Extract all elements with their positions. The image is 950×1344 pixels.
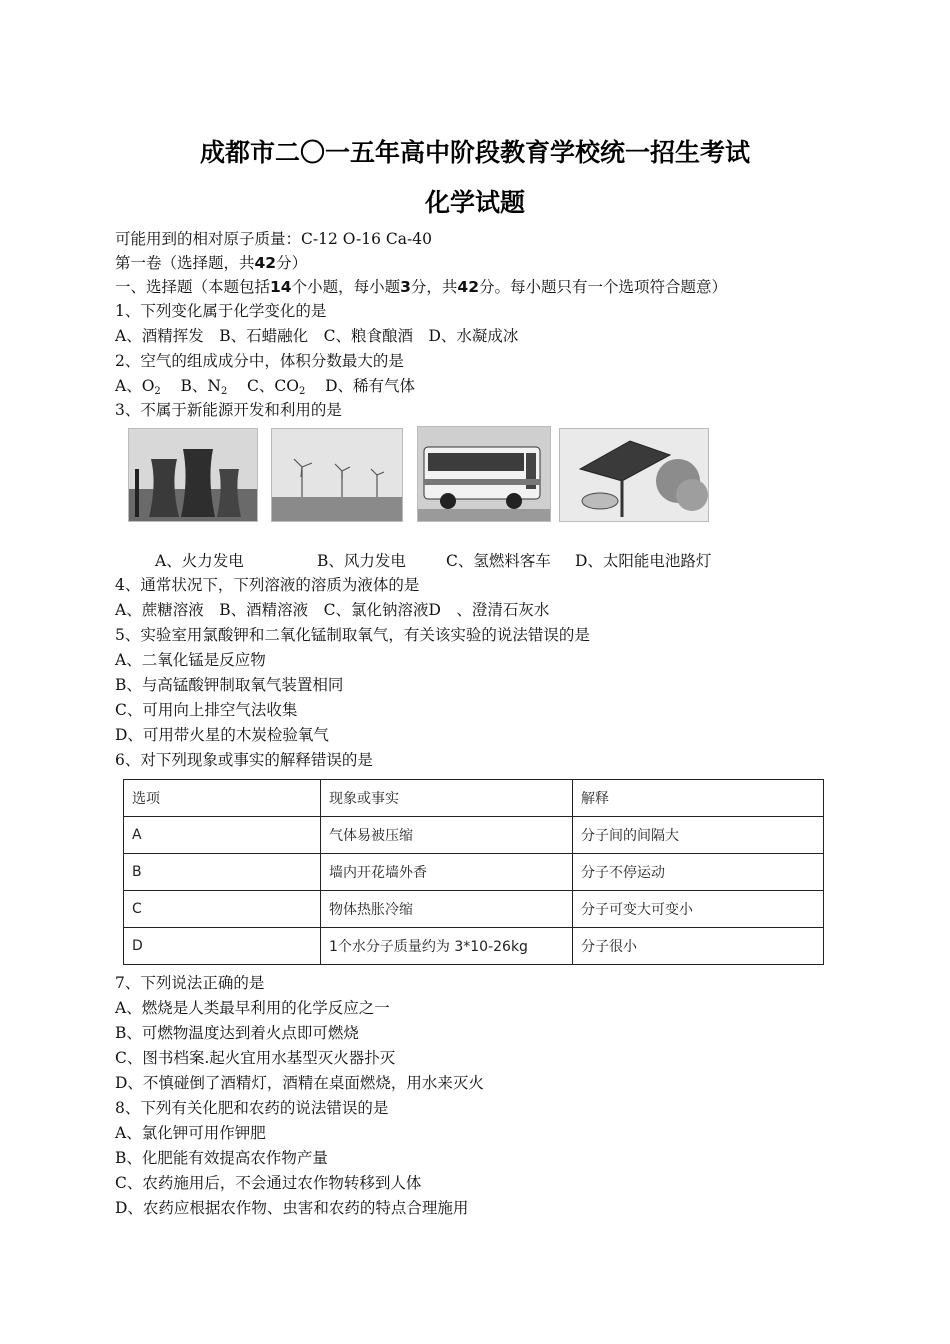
table-header-cell: 选项 bbox=[124, 780, 321, 817]
q8-option-d: D、农药应根据农作物、虫害和农药的特点合理施用 bbox=[115, 1199, 469, 1217]
q1-options: A、酒精挥发 B、石蜡融化 C、粮食酿酒 D、水凝成冰 bbox=[115, 327, 519, 345]
table-cell: B bbox=[124, 854, 321, 891]
table-header-cell: 解释 bbox=[573, 780, 824, 817]
table-cell: D bbox=[124, 928, 321, 965]
volume-heading-pre: 第一卷（选择题，共 bbox=[115, 254, 255, 272]
q6-stem: 6、对下列现象或事实的解释错误的是 bbox=[115, 751, 373, 769]
table-row bbox=[124, 928, 824, 965]
q4-stem: 4、通常状况下，下列溶液的溶质为液体的是 bbox=[115, 576, 420, 594]
page-title: 成都市二〇一五年高中阶段教育学校统一招生考试 bbox=[199, 138, 750, 167]
page-subtitle: 化学试题 bbox=[424, 188, 525, 217]
table-cell: 气体易被压缩 bbox=[321, 817, 573, 854]
q6-table bbox=[123, 779, 824, 965]
section-text-e: 分，共 bbox=[410, 278, 458, 296]
table-cell: 分子不停运动 bbox=[573, 854, 824, 891]
q8-option-c: C、农药施用后，不会通过农作物转移到人体 bbox=[115, 1174, 422, 1192]
table-cell: 墙内开花墙外香 bbox=[321, 854, 573, 891]
table-cell: 分子间的间隔大 bbox=[573, 817, 824, 854]
table-row bbox=[124, 817, 824, 854]
volume-heading-num: 42 bbox=[254, 254, 277, 272]
section-num-questions: 14 bbox=[270, 278, 292, 296]
q2-option-d: D、稀有气体 bbox=[325, 377, 416, 395]
q3-stem: 3、不属于新能源开发和利用的是 bbox=[115, 401, 342, 419]
q4-options: A、蔗糖溶液 B、酒精溶液 C、氯化钠溶液D 、澄清石灰水 bbox=[115, 601, 550, 619]
table-row bbox=[124, 891, 824, 928]
q2-option-b-subscript: 2 bbox=[220, 386, 228, 397]
table-cell: 分子很小 bbox=[573, 928, 824, 965]
table-cell: 1个水分子质量约为 3*10-26kg bbox=[321, 928, 573, 965]
q3-option-c: C、氢燃料客车 bbox=[446, 552, 551, 570]
q8-option-b: B、化肥能有效提高农作物产量 bbox=[115, 1149, 328, 1167]
q7-option-c: C、图书档案.起火宜用水基型灭火器扑灭 bbox=[115, 1049, 396, 1067]
q7-option-d: D、不慎碰倒了酒精灯，酒精在桌面燃烧，用水来灭火 bbox=[115, 1074, 484, 1092]
section-num-points: 3 bbox=[400, 278, 411, 296]
table-cell: C bbox=[124, 891, 321, 928]
power-plant-photo bbox=[128, 428, 258, 522]
section-instructions bbox=[115, 277, 727, 297]
volume-heading bbox=[115, 253, 307, 273]
q3-option-b: B、风力发电 bbox=[317, 552, 406, 570]
q2-option-a: A、O bbox=[115, 377, 155, 395]
hydrogen-bus-photo bbox=[417, 426, 551, 522]
table-header-row bbox=[124, 780, 824, 817]
section-num-total: 42 bbox=[457, 278, 479, 296]
q5-option-b: B、与高锰酸钾制取氧气装置相同 bbox=[115, 676, 344, 694]
q3-picture-row bbox=[128, 428, 718, 524]
q1-stem: 1、下列变化属于化学变化的是 bbox=[115, 302, 327, 320]
q7-option-a: A、燃烧是人类最早利用的化学反应之一 bbox=[115, 999, 390, 1017]
q3-option-d: D、太阳能电池路灯 bbox=[575, 552, 712, 570]
q5-stem: 5、实验室用氯酸钾和二氧化锰制取氧气，有关该实验的说法错误的是 bbox=[115, 626, 590, 644]
q5-option-d: D、可用带火星的木炭检验氧气 bbox=[115, 726, 329, 744]
q2-option-b: B、N bbox=[180, 377, 221, 395]
q7-stem: 7、下列说法正确的是 bbox=[115, 974, 265, 992]
q8-option-a: A、氯化钾可用作钾肥 bbox=[115, 1124, 266, 1142]
q5-option-c: C、可用向上排空气法收集 bbox=[115, 701, 298, 719]
atomic-mass-note: 可能用到的相对原子质量：C-12 O-16 Ca-40 bbox=[115, 230, 432, 248]
q5-option-a: A、二氧化锰是反应物 bbox=[115, 651, 266, 669]
table-cell: A bbox=[124, 817, 321, 854]
q8-stem: 8、下列有关化肥和农药的说法错误的是 bbox=[115, 1099, 389, 1117]
table-cell: 物体热胀冷缩 bbox=[321, 891, 573, 928]
volume-heading-post: 分） bbox=[276, 254, 308, 272]
section-text-g: 分。每小题只有一个选项符合题意） bbox=[479, 278, 728, 296]
q2-option-c: C、CO bbox=[247, 377, 299, 395]
q2-stem: 2、空气的组成成分中，体积分数最大的是 bbox=[115, 352, 404, 370]
section-text-c: 个小题，每小题 bbox=[291, 278, 401, 296]
solar-streetlight-photo bbox=[559, 428, 709, 522]
q2-option-c-subscript: 2 bbox=[298, 386, 306, 397]
table-row bbox=[124, 854, 824, 891]
q3-option-a: A、火力发电 bbox=[155, 552, 244, 570]
q2-option-a-subscript: 2 bbox=[154, 386, 161, 397]
table-header-cell: 现象或事实 bbox=[321, 780, 573, 817]
section-text-a: 一、选择题（本题包括 bbox=[115, 278, 271, 296]
table-cell: 分子可变大可变小 bbox=[573, 891, 824, 928]
q2-options bbox=[115, 376, 415, 396]
wind-farm-photo bbox=[271, 428, 403, 522]
q7-option-b: B、可燃物温度达到着火点即可燃烧 bbox=[115, 1024, 359, 1042]
